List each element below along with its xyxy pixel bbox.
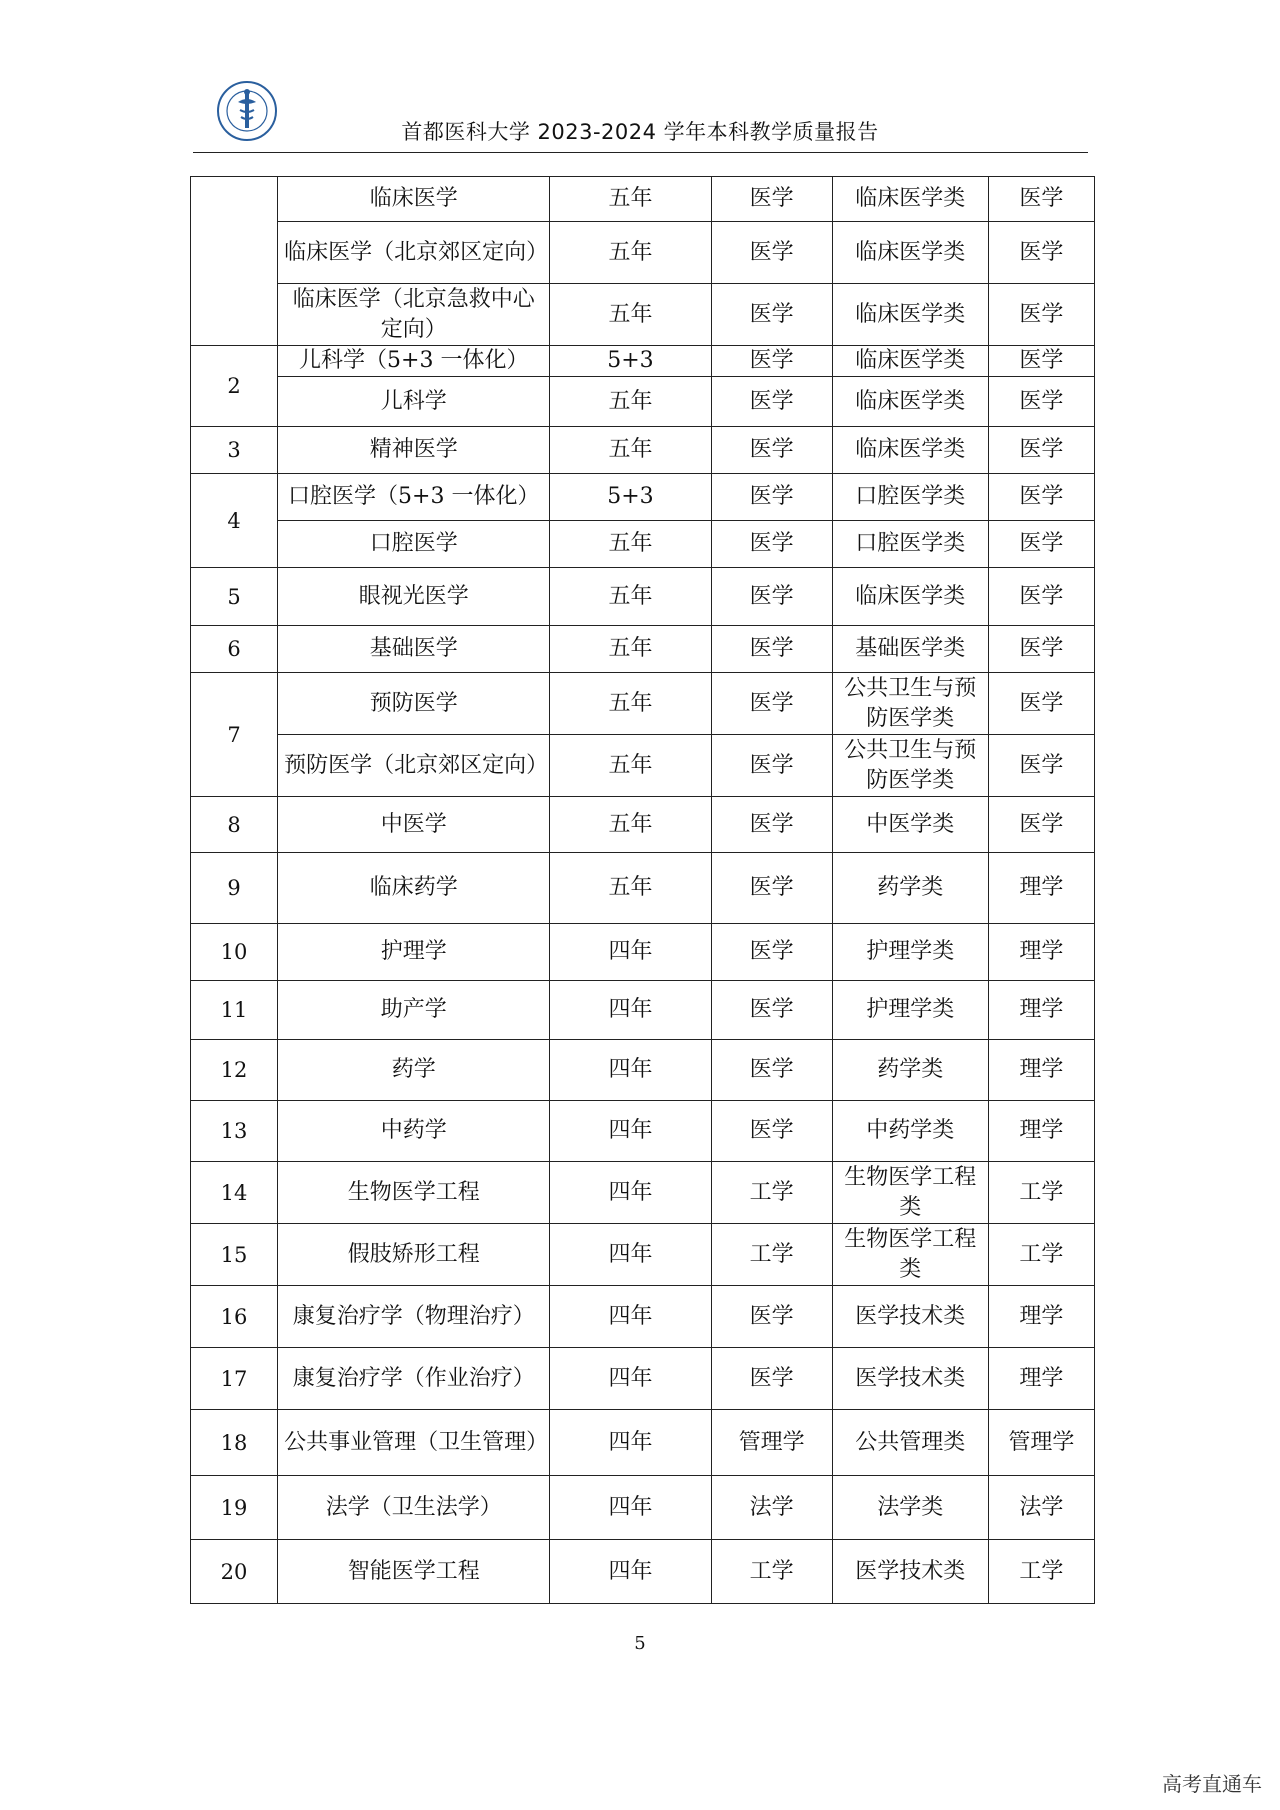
table-row <box>191 853 1095 924</box>
discipline-category: 医学 <box>711 1348 832 1410</box>
table-row <box>191 1540 1095 1604</box>
major-class: 护理学类 <box>832 981 988 1040</box>
study-years: 五年 <box>550 673 711 735</box>
discipline-category: 工学 <box>711 1162 832 1224</box>
degree-type: 医学 <box>988 673 1094 735</box>
major-class: 临床医学类 <box>832 346 988 377</box>
table-row <box>191 346 1095 377</box>
table-row <box>191 735 1095 797</box>
row-number: 6 <box>191 626 278 673</box>
table-row <box>191 284 1095 346</box>
major-name: 智能医学工程 <box>278 1540 550 1604</box>
major-name: 儿科学（5+3 一体化） <box>278 346 550 377</box>
table-row <box>191 568 1095 626</box>
degree-type: 理学 <box>988 1040 1094 1101</box>
study-years: 四年 <box>550 1540 711 1604</box>
row-number: 15 <box>191 1224 278 1286</box>
degree-type: 医学 <box>988 427 1094 474</box>
page-number: 5 <box>634 1633 646 1654</box>
major-name: 药学 <box>278 1040 550 1101</box>
header-title: 首都医科大学 2023-2024 学年本科教学质量报告 <box>401 120 879 144</box>
study-years: 五年 <box>550 177 711 222</box>
table-row <box>191 1101 1095 1162</box>
table-row <box>191 797 1095 853</box>
degree-type: 管理学 <box>988 1410 1094 1476</box>
table-row <box>191 924 1095 981</box>
study-years: 四年 <box>550 1410 711 1476</box>
row-number: 4 <box>191 474 278 568</box>
major-name: 儿科学 <box>278 377 550 427</box>
majors-table <box>190 176 1095 1604</box>
watermark-text: 高考直通车 <box>1162 1772 1262 1796</box>
table-row <box>191 981 1095 1040</box>
row-number: 8 <box>191 797 278 853</box>
major-name: 口腔医学（5+3 一体化） <box>278 474 550 521</box>
degree-type: 医学 <box>988 521 1094 568</box>
major-class: 药学类 <box>832 853 988 924</box>
discipline-category: 医学 <box>711 981 832 1040</box>
row-number: 20 <box>191 1540 278 1604</box>
table-row <box>191 427 1095 474</box>
row-number: 17 <box>191 1348 278 1410</box>
table-row <box>191 521 1095 568</box>
major-name: 临床医学（北京郊区定向） <box>278 222 550 284</box>
major-name: 中医学 <box>278 797 550 853</box>
row-number: 16 <box>191 1286 278 1348</box>
degree-type: 理学 <box>988 981 1094 1040</box>
major-class: 临床医学类 <box>832 284 988 346</box>
major-class: 护理学类 <box>832 924 988 981</box>
major-name: 基础医学 <box>278 626 550 673</box>
discipline-category: 医学 <box>711 1040 832 1101</box>
row-number: 14 <box>191 1162 278 1224</box>
study-years: 5+3 <box>550 474 711 521</box>
study-years: 四年 <box>550 1101 711 1162</box>
discipline-category: 医学 <box>711 377 832 427</box>
major-class: 中医学类 <box>832 797 988 853</box>
study-years: 五年 <box>550 626 711 673</box>
discipline-category: 医学 <box>711 853 832 924</box>
study-years: 四年 <box>550 1348 711 1410</box>
study-years: 五年 <box>550 735 711 797</box>
discipline-category: 医学 <box>711 797 832 853</box>
degree-type: 理学 <box>988 853 1094 924</box>
major-name: 公共事业管理（卫生管理） <box>278 1410 550 1476</box>
study-years: 五年 <box>550 521 711 568</box>
row-number <box>191 177 278 346</box>
row-number: 18 <box>191 1410 278 1476</box>
degree-type: 工学 <box>988 1224 1094 1286</box>
row-number: 11 <box>191 981 278 1040</box>
major-name: 假肢矫形工程 <box>278 1224 550 1286</box>
major-class: 临床医学类 <box>832 427 988 474</box>
discipline-category: 医学 <box>711 673 832 735</box>
discipline-category: 工学 <box>711 1224 832 1286</box>
study-years: 四年 <box>550 1040 711 1101</box>
study-years: 五年 <box>550 853 711 924</box>
study-years: 四年 <box>550 981 711 1040</box>
major-class: 临床医学类 <box>832 222 988 284</box>
row-number: 10 <box>191 924 278 981</box>
major-name: 预防医学（北京郊区定向） <box>278 735 550 797</box>
major-class: 公共管理类 <box>832 1410 988 1476</box>
discipline-category: 法学 <box>711 1476 832 1540</box>
table-row <box>191 177 1095 222</box>
discipline-category: 医学 <box>711 284 832 346</box>
major-class: 基础医学类 <box>832 626 988 673</box>
study-years: 5+3 <box>550 346 711 377</box>
major-name: 法学（卫生法学） <box>278 1476 550 1540</box>
discipline-category: 医学 <box>711 474 832 521</box>
study-years: 五年 <box>550 284 711 346</box>
table-row <box>191 222 1095 284</box>
major-class: 医学技术类 <box>832 1540 988 1604</box>
table-row <box>191 1348 1095 1410</box>
study-years: 五年 <box>550 568 711 626</box>
major-class: 口腔医学类 <box>832 474 988 521</box>
degree-type: 医学 <box>988 222 1094 284</box>
degree-type: 医学 <box>988 177 1094 222</box>
discipline-category: 医学 <box>711 924 832 981</box>
discipline-category: 管理学 <box>711 1410 832 1476</box>
discipline-category: 医学 <box>711 346 832 377</box>
table-row <box>191 1286 1095 1348</box>
table-row <box>191 1410 1095 1476</box>
major-class: 药学类 <box>832 1040 988 1101</box>
discipline-category: 医学 <box>711 521 832 568</box>
discipline-category: 医学 <box>711 177 832 222</box>
degree-type: 医学 <box>988 346 1094 377</box>
row-number: 9 <box>191 853 278 924</box>
table-row <box>191 1476 1095 1540</box>
study-years: 五年 <box>550 797 711 853</box>
degree-type: 工学 <box>988 1540 1094 1604</box>
discipline-category: 医学 <box>711 1286 832 1348</box>
degree-type: 医学 <box>988 474 1094 521</box>
discipline-category: 医学 <box>711 568 832 626</box>
major-name: 眼视光医学 <box>278 568 550 626</box>
row-number: 13 <box>191 1101 278 1162</box>
discipline-category: 医学 <box>711 222 832 284</box>
major-name: 口腔医学 <box>278 521 550 568</box>
table-row <box>191 626 1095 673</box>
major-class: 医学技术类 <box>832 1348 988 1410</box>
degree-type: 理学 <box>988 924 1094 981</box>
major-name: 精神医学 <box>278 427 550 474</box>
major-class: 法学类 <box>832 1476 988 1540</box>
major-class: 生物医学工程类 <box>832 1224 988 1286</box>
major-class: 临床医学类 <box>832 568 988 626</box>
study-years: 四年 <box>550 1476 711 1540</box>
discipline-category: 医学 <box>711 626 832 673</box>
table-row <box>191 1162 1095 1224</box>
discipline-category: 医学 <box>711 1101 832 1162</box>
degree-type: 医学 <box>988 735 1094 797</box>
degree-type: 理学 <box>988 1348 1094 1410</box>
header-divider <box>193 152 1088 153</box>
study-years: 四年 <box>550 1224 711 1286</box>
study-years: 四年 <box>550 924 711 981</box>
major-name: 预防医学 <box>278 673 550 735</box>
row-number: 12 <box>191 1040 278 1101</box>
major-class: 临床医学类 <box>832 177 988 222</box>
major-name: 临床药学 <box>278 853 550 924</box>
table-row <box>191 1224 1095 1286</box>
degree-type: 医学 <box>988 626 1094 673</box>
major-class: 生物医学工程类 <box>832 1162 988 1224</box>
table-row <box>191 1040 1095 1101</box>
discipline-category: 工学 <box>711 1540 832 1604</box>
major-name: 临床医学（北京急救中心定向） <box>278 284 550 346</box>
major-name: 生物医学工程 <box>278 1162 550 1224</box>
major-class: 临床医学类 <box>832 377 988 427</box>
row-number: 2 <box>191 346 278 427</box>
degree-type: 医学 <box>988 797 1094 853</box>
row-number: 3 <box>191 427 278 474</box>
major-class: 口腔医学类 <box>832 521 988 568</box>
major-name: 临床医学 <box>278 177 550 222</box>
study-years: 五年 <box>550 222 711 284</box>
study-years: 五年 <box>550 427 711 474</box>
degree-type: 工学 <box>988 1162 1094 1224</box>
major-name: 护理学 <box>278 924 550 981</box>
study-years: 四年 <box>550 1162 711 1224</box>
discipline-category: 医学 <box>711 427 832 474</box>
major-name: 康复治疗学（作业治疗） <box>278 1348 550 1410</box>
major-class: 公共卫生与预防医学类 <box>832 673 988 735</box>
degree-type: 理学 <box>988 1286 1094 1348</box>
table-row <box>191 673 1095 735</box>
degree-type: 法学 <box>988 1476 1094 1540</box>
study-years: 五年 <box>550 377 711 427</box>
degree-type: 医学 <box>988 377 1094 427</box>
study-years: 四年 <box>550 1286 711 1348</box>
table-row <box>191 474 1095 521</box>
degree-type: 医学 <box>988 284 1094 346</box>
major-class: 医学技术类 <box>832 1286 988 1348</box>
row-number: 5 <box>191 568 278 626</box>
discipline-category: 医学 <box>711 735 832 797</box>
table-row <box>191 377 1095 427</box>
major-name: 助产学 <box>278 981 550 1040</box>
row-number: 19 <box>191 1476 278 1540</box>
major-name: 中药学 <box>278 1101 550 1162</box>
degree-type: 理学 <box>988 1101 1094 1162</box>
major-class: 公共卫生与预防医学类 <box>832 735 988 797</box>
row-number: 7 <box>191 673 278 797</box>
major-class: 中药学类 <box>832 1101 988 1162</box>
major-name: 康复治疗学（物理治疗） <box>278 1286 550 1348</box>
degree-type: 医学 <box>988 568 1094 626</box>
